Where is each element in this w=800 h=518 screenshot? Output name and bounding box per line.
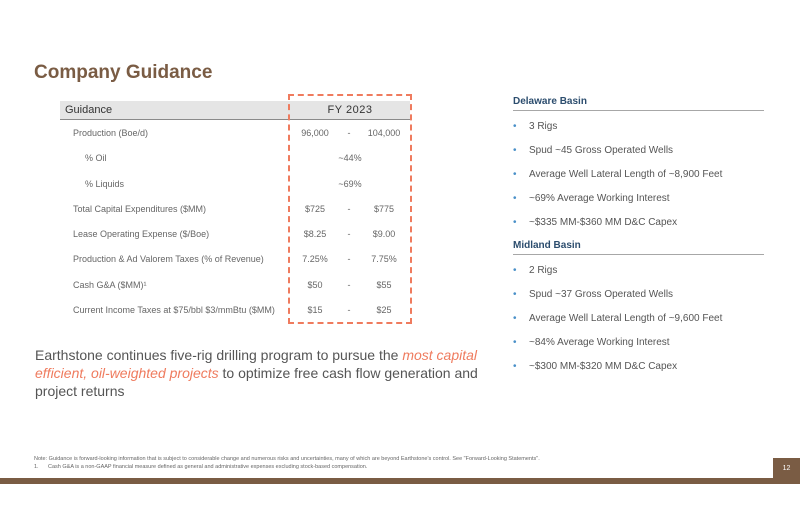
callout-emphasis: most capital efficient, oil-weighted projects — [35, 347, 478, 381]
list-item — [513, 331, 764, 355]
list-item-text: 2 Rigs — [529, 265, 558, 276]
list-item — [513, 115, 764, 139]
note-line: Note: Guidance is forward-looking information that is subject to considerable change and numerous risks and uncertainties, many of which are beyond Earthstone's control. See "Forward-Looking Statements". — [34, 456, 540, 462]
fy2023-highlight-box — [288, 94, 412, 324]
bullet-dot-icon: • — [513, 265, 517, 276]
bullet-dot-icon: • — [513, 121, 517, 132]
callout-part2: to optimize free cash flow generation and project returns — [35, 365, 478, 399]
list-item-text: Average Well Lateral Length of ~9,600 Feet — [529, 313, 723, 324]
callout-part1: Earthstone continues five-rig drilling program to pursue the — [35, 347, 403, 363]
list-item — [513, 283, 764, 307]
row-sep: - — [347, 128, 351, 138]
bullet-dot-icon: • — [513, 217, 517, 228]
row-high: $25 — [376, 305, 392, 316]
list-item-text: ~$335 MM-$360 MM D&C Capex — [529, 217, 678, 228]
footnotes — [34, 455, 540, 471]
row-low: $725 — [304, 203, 326, 214]
row-high: $55 — [376, 279, 392, 290]
list-item-text: Spud ~45 Gross Operated Wells — [529, 145, 674, 156]
row-label: Production & Ad Valorem Taxes (% of Revenue) — [73, 254, 264, 265]
list-item-text: ~$300 MM-$320 MM D&C Capex — [529, 361, 678, 372]
midland-basin-title: Midland Basin — [513, 240, 764, 255]
list-item-text: Average Well Lateral Length of ~8,900 Feet — [529, 169, 723, 180]
row-high: 7.75% — [371, 254, 397, 265]
list-item-text: Spud ~37 Gross Operated Wells — [529, 289, 674, 300]
bullet-dot-icon: • — [513, 169, 517, 180]
list-item — [513, 163, 764, 187]
list-item-text: ~69% Average Working Interest — [529, 193, 670, 204]
footnote-text: Cash G&A is a non-GAAP financial measure defined as general and administrative expenses excluding stock-based compensation. — [48, 464, 368, 470]
bullet-dot-icon: • — [513, 193, 517, 204]
row-value: ~44% — [338, 153, 362, 164]
delaware-basin-title: Delaware Basin — [513, 96, 764, 111]
list-item — [513, 259, 764, 283]
row-low: $50 — [307, 279, 323, 290]
header-guidance: Guidance — [65, 104, 113, 116]
row-label: Lease Operating Expense ($/Boe) — [73, 229, 210, 240]
row-sep: - — [347, 203, 351, 214]
row-low: $8.25 — [303, 229, 327, 240]
row-label: Cash G&A ($MM)¹ — [73, 279, 147, 290]
row-label: % Liquids — [85, 178, 125, 189]
list-item — [513, 211, 764, 235]
bullet-dot-icon: • — [513, 313, 517, 324]
list-item — [513, 307, 764, 331]
row-low: 7.25% — [302, 254, 328, 265]
row-sep: - — [347, 254, 351, 265]
header-fy2023: FY 2023 — [327, 104, 373, 116]
row-low: 96,000 — [301, 128, 329, 138]
midland-basin-section — [513, 240, 764, 379]
footnote-number: 1. — [34, 464, 39, 470]
list-item — [513, 355, 764, 379]
row-label: Current Income Taxes at $75/bbl $3/mmBtu ($MM) — [73, 305, 275, 316]
row-sep: - — [347, 279, 351, 290]
row-label: % Oil — [85, 153, 107, 164]
row-label: Total Capital Expenditures ($MM) — [73, 203, 207, 214]
row-high: 104,000 — [367, 128, 401, 138]
footer-bar — [0, 478, 800, 484]
list-item-text: ~84% Average Working Interest — [529, 337, 670, 348]
row-label: Production (Boe/d) — [73, 128, 149, 138]
row-high: $9.00 — [372, 229, 396, 240]
row-value: ~69% — [338, 178, 362, 189]
bullet-dot-icon: • — [513, 337, 517, 348]
row-sep: - — [347, 305, 351, 316]
row-low: $15 — [307, 305, 323, 316]
list-item — [513, 187, 764, 211]
page-number: 12 — [773, 458, 800, 484]
page-title: Company Guidance — [34, 62, 213, 83]
bullet-dot-icon: • — [513, 289, 517, 300]
list-item — [513, 139, 764, 163]
row-high: $775 — [373, 203, 395, 214]
callout-text — [35, 346, 485, 400]
list-item-text: 3 Rigs — [529, 121, 558, 132]
row-sep: - — [347, 229, 351, 240]
footnote-1 — [34, 463, 540, 471]
delaware-basin-section — [513, 96, 764, 235]
bullet-dot-icon: • — [513, 145, 517, 156]
bullet-dot-icon: • — [513, 361, 517, 372]
